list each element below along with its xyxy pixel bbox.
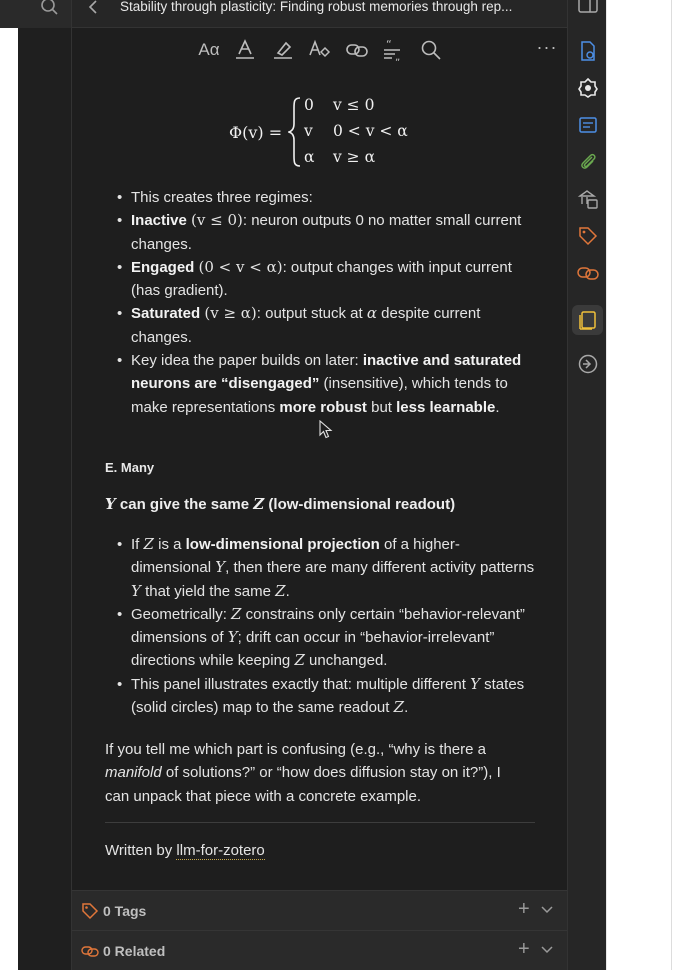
list-item: • Geometrically: Z constrains only certain “behavior-relevant” dimensions of Y; drift can occur in “behavior-irrelevant” directions while keeping Z unchanged. — [116, 603, 536, 673]
case-value: α — [304, 148, 315, 166]
tags-section[interactable] — [72, 890, 568, 930]
document-strip — [0, 0, 71, 970]
svg-text:„: „ — [395, 52, 401, 61]
divider — [105, 822, 535, 823]
attribution: Written by llm-for-zotero — [105, 842, 265, 859]
closing-paragraph: If you tell me which part is confusing (e.g., “why is there a manifold of solutions?” or “how does diffusion stay on it?”), I can unpack that piece with a concrete example. — [105, 741, 501, 805]
case-value: v — [304, 122, 313, 140]
related-label: 0 Related — [103, 943, 166, 959]
tag-icon[interactable] — [576, 224, 600, 248]
list-item: • If Z is a low-dimensional projection of a higher-dimensional Y, then there are many different activity patterns Y that yield the same Z. — [116, 533, 536, 603]
list-item: • Key idea the paper builds on later: inactive and saturated neurons are “disengaged” (insensitive), which tends to make representations more robust but less learnable. — [116, 349, 536, 419]
back-chevron-icon[interactable] — [86, 0, 102, 18]
note-pane — [71, 0, 567, 970]
projection-list — [116, 533, 536, 719]
piecewise-equation — [72, 94, 556, 170]
chevron-down-icon[interactable] — [540, 943, 554, 957]
item-pane-sidenav — [567, 0, 606, 970]
list-item: • This creates three regimes: — [116, 186, 536, 209]
info-document-icon[interactable] — [576, 39, 600, 63]
section-subheading: Y can give the same Z (low-dimensional readout) — [105, 495, 456, 513]
regimes-list — [116, 186, 536, 419]
locate-icon[interactable] — [576, 352, 600, 376]
find-icon[interactable] — [418, 38, 444, 62]
text-color-icon[interactable] — [232, 38, 258, 62]
toggle-pane-icon[interactable] — [576, 0, 600, 18]
attachment-icon[interactable] — [576, 150, 600, 174]
mouse-cursor-icon — [319, 420, 333, 440]
tag-icon — [81, 902, 99, 920]
chevron-down-icon[interactable] — [540, 903, 554, 917]
brace-glyph — [288, 94, 302, 170]
list-item: • Saturated (v ≥ α): output stuck at α despite current changes. — [116, 302, 536, 349]
tags-label: 0 Tags — [103, 903, 147, 919]
left-topbar — [0, 0, 71, 28]
note-title: Stability through plasticity: Finding robust memories through rep... — [120, 0, 513, 14]
font-size-button[interactable]: Aα — [198, 40, 220, 59]
format-toolbar — [72, 28, 568, 74]
equation-lhs: Φ(v) = — [229, 123, 283, 142]
window-edge — [671, 0, 672, 970]
highlight-icon[interactable] — [270, 38, 296, 62]
case-value: 0 — [304, 96, 314, 114]
add-tag-button[interactable]: + — [518, 898, 530, 920]
add-related-button[interactable]: + — [518, 938, 530, 960]
related-link-icon — [81, 942, 99, 960]
list-item: • This panel illustrates exactly that: multiple different Y states (solid circles) map to the same readout Z. — [116, 673, 536, 720]
note-titlebar — [72, 0, 568, 28]
list-item: • Inactive (v ≤ 0): neuron outputs 0 no matter small current changes. — [116, 209, 536, 256]
insert-citation-icon[interactable] — [380, 38, 406, 62]
related-link-icon[interactable] — [576, 261, 600, 285]
search-icon[interactable] — [40, 0, 60, 18]
section-heading: E. Many — [105, 460, 155, 475]
more-options-button[interactable]: ··· — [536, 37, 558, 57]
libraries-icon[interactable] — [576, 187, 600, 211]
case-condition: 0 < v < α — [333, 122, 408, 140]
clear-format-icon[interactable] — [306, 38, 332, 62]
case-condition: v ≥ α — [333, 148, 376, 166]
abstract-icon[interactable] — [576, 113, 600, 137]
notes-icon[interactable] — [576, 308, 600, 332]
author-link[interactable]: llm-for-zotero — [176, 842, 265, 859]
svg-text:“: “ — [386, 39, 392, 51]
case-condition: v ≤ 0 — [333, 96, 375, 114]
pdf-page-edge[interactable] — [0, 28, 18, 970]
note-content[interactable] — [72, 74, 556, 890]
related-section[interactable] — [72, 930, 568, 970]
list-item: • Engaged (0 < v < α): output changes with input current (has gradient). — [116, 256, 536, 303]
window-margin — [606, 0, 686, 970]
ai-assistant-icon[interactable] — [576, 76, 600, 100]
link-icon[interactable] — [344, 38, 370, 62]
